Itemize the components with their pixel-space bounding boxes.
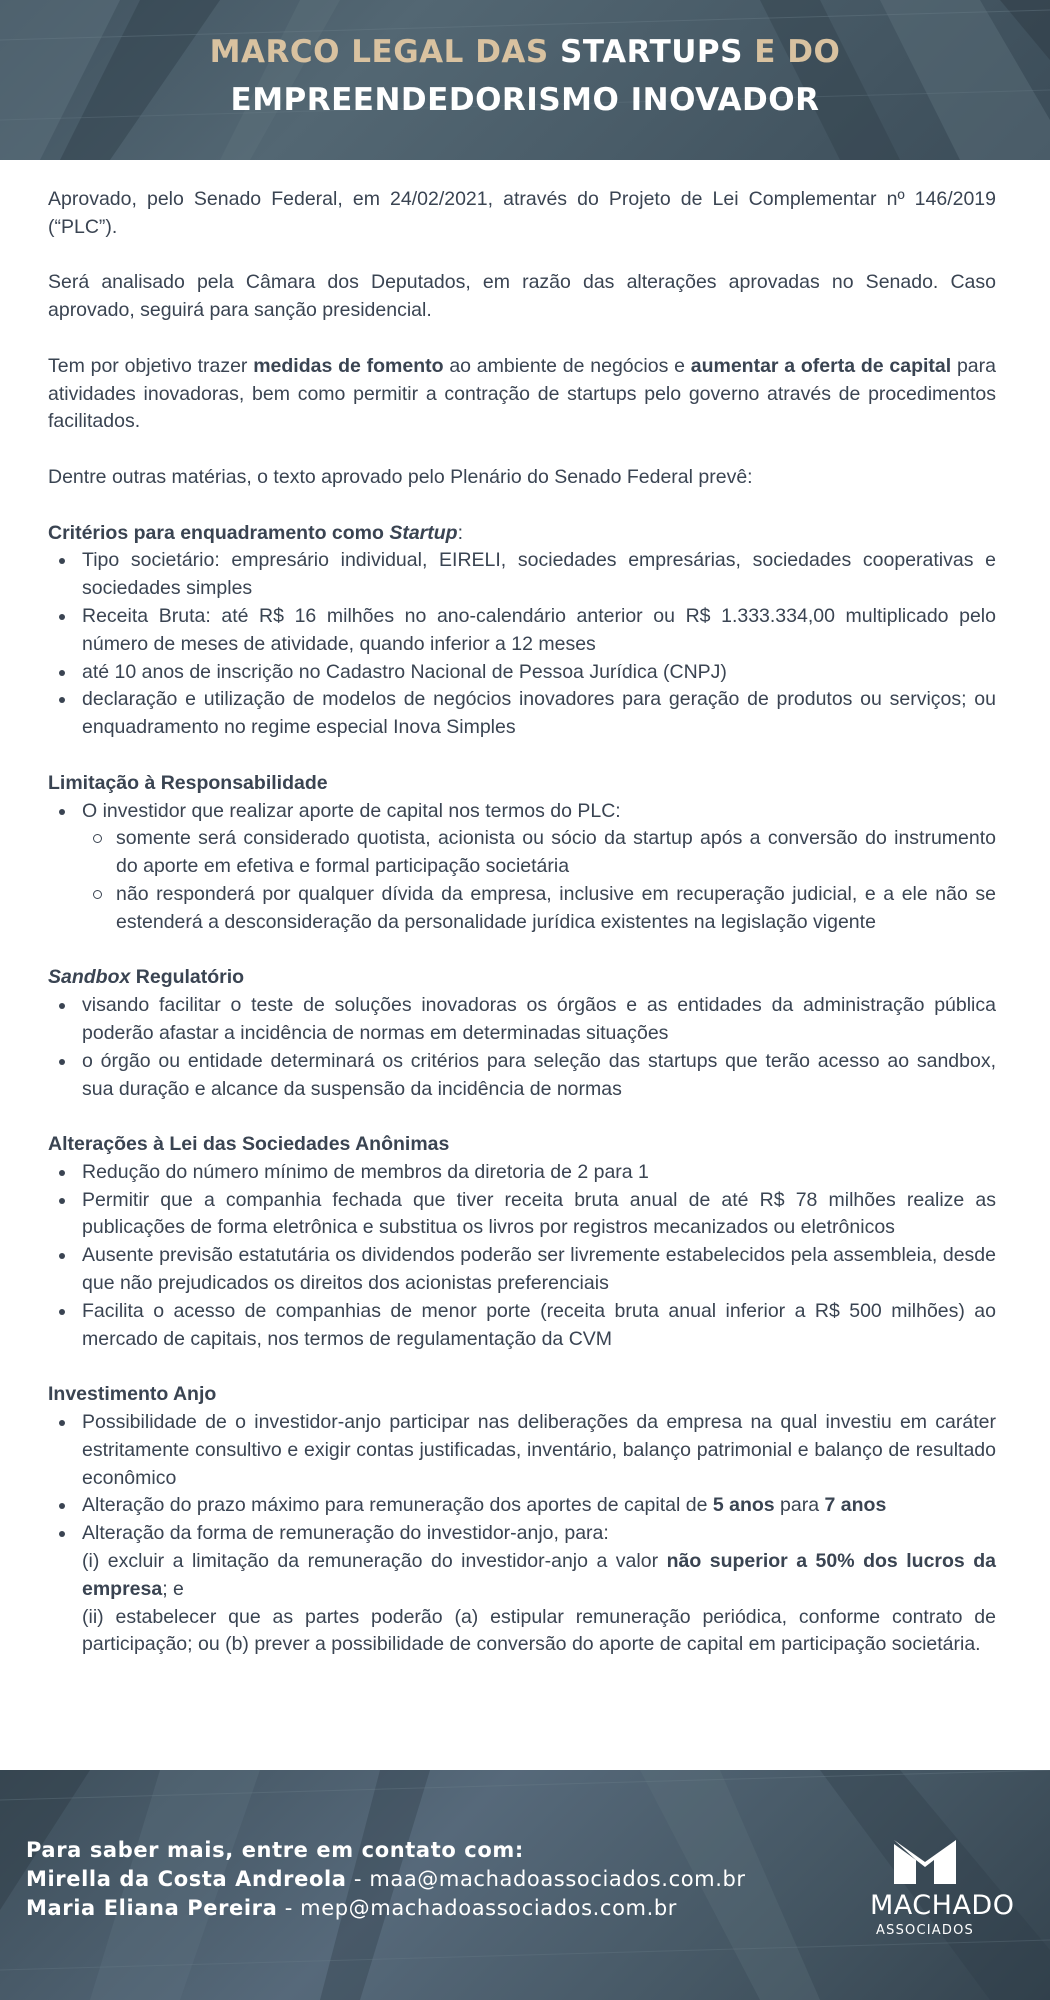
limitacao-sublist xyxy=(82,825,996,936)
criterios-list xyxy=(48,547,996,742)
list-item: visando facilitar o teste de soluções inovadoras os órgãos e as entidades da administração pública poderão afastar a incidência de normas em determinadas situações xyxy=(48,992,996,1048)
list-item: declaração e utilização de modelos de negócios inovadores para geração de produtos ou serviços; ou enquadramento no regime especial Inova Simples xyxy=(48,686,996,742)
machado-logo-icon xyxy=(894,1840,956,1884)
company-logo xyxy=(870,1840,1015,1938)
list-item: Ausente previsão estatutária os dividendos poderão ser livremente estabelecidos pela assembleia, desde que não prejudicados os direitos dos acionistas preferenciais xyxy=(48,1242,996,1298)
heading-text: : xyxy=(457,521,463,544)
bold-segment: 7 anos xyxy=(824,1494,887,1517)
title-line-2: EMPREENDEDORISMO INOVADOR xyxy=(230,82,820,118)
section-heading-limitacao: Limitação à Responsabilidade xyxy=(48,771,328,794)
title-part-2: STARTUPS xyxy=(560,34,743,70)
text-segment: (i) excluir a limitação da remuneração do investidor-anjo a valor xyxy=(82,1550,667,1573)
intro-paragraph-4: Dentre outras matérias, o texto aprovado pelo Plenário do Senado Federal prevê: xyxy=(48,465,753,488)
text-segment: ; e xyxy=(162,1577,184,1600)
intro-paragraph-2: Será analisado pela Câmara dos Deputados, em razão das alterações aprovadas no Senado. Caso aprovado, seguirá para sanção presidencial. xyxy=(48,271,996,322)
sandbox-list xyxy=(48,992,996,1103)
bold-segment: medidas de fomento xyxy=(253,354,444,377)
text-segment: para xyxy=(774,1494,825,1517)
logo-sub-text: ASSOCIADOS xyxy=(876,1923,974,1938)
sa-list xyxy=(48,1159,996,1354)
header-banner xyxy=(0,0,1050,160)
contact-line xyxy=(26,1865,746,1894)
text-segment: ao ambiente de negócios e xyxy=(443,354,691,377)
text-segment: Tem por objetivo trazer xyxy=(48,354,254,377)
list-item xyxy=(48,1520,996,1659)
heading-text: Critérios para enquadramento como xyxy=(48,521,390,544)
list-item: Tipo societário: empresário individual, EIRELI, sociedades empresárias, sociedades cooperativas e sociedades simples xyxy=(48,547,996,603)
list-item-text: O investidor que realizar aporte de capital nos termos do PLC: xyxy=(82,799,621,822)
list-item-text: Alteração da forma de remuneração do investidor-anjo, para: xyxy=(82,1522,609,1545)
intro-paragraph-3 xyxy=(48,353,996,436)
list-item: Possibilidade de o investidor-anjo participar nas deliberações da empresa na qual investiu em caráter estritamente consultivo e exigir contas justificadas, inventário, balanço patrimonial e balanço de resultado econômico xyxy=(48,1409,996,1492)
bold-segment: aumentar a oferta de capital xyxy=(690,354,952,377)
contact-email-link[interactable]: maa@machadoassociados.com.br xyxy=(369,1867,746,1891)
list-item: até 10 anos de inscrição no Cadastro Nacional de Pessoa Jurídica (CNPJ) xyxy=(48,659,996,687)
contact-block xyxy=(26,1836,746,1923)
heading-text: Regulatório xyxy=(130,966,245,989)
page-title xyxy=(0,28,1050,124)
text-segment: para atividades inovadoras, bem como permitir a contração de startups pelo governo através de procedimentos facilitados. xyxy=(48,354,996,433)
title-part-1: MARCO LEGAL DAS xyxy=(209,34,561,70)
contact-line xyxy=(26,1894,746,1923)
section-heading-criterios xyxy=(48,520,996,548)
footer-banner xyxy=(0,1770,1050,2000)
sublist-item: somente será considerado quotista, acionista ou sócio da startup após a conversão do instrumento do aporte em efetiva e formal participação societária xyxy=(82,825,996,881)
heading-italic: Startup xyxy=(389,521,458,544)
list-item xyxy=(48,1492,996,1520)
heading-italic: Sandbox xyxy=(48,966,131,989)
logo-brand-text: MACHADO xyxy=(870,1890,1015,1921)
list-item: Facilita o acesso de companhias de menor porte (receita bruta anual inferior a R$ 500 milhões) ao mercado de capitais, nos termos de regulamentação da CVM xyxy=(48,1298,996,1354)
list-item-subparagraph: (ii) estabelecer que as partes poderão (a) estipular remuneração periódica, conforme contrato de participação; ou (b) prever a possibilidade de conversão do aporte de capital em participação societária. xyxy=(82,1605,996,1656)
bold-segment: não superior a 50% dos lucros da empresa xyxy=(82,1550,996,1600)
contact-separator: - xyxy=(346,1867,370,1891)
contact-label: Para saber mais, entre em contato com: xyxy=(26,1838,524,1862)
limitacao-list xyxy=(48,798,996,937)
list-item: Redução do número mínimo de membros da diretoria de 2 para 1 xyxy=(48,1159,996,1187)
document-body xyxy=(48,186,996,1687)
list-item: Permitir que a companhia fechada que tiver receita bruta anual de até R$ 78 milhões realize as publicações de forma eletrônica e substitua os livros por registros mecanizados ou eletrônicos xyxy=(48,1187,996,1243)
title-part-3: E DO xyxy=(742,34,841,70)
section-heading-sa: Alterações à Lei das Sociedades Anônimas xyxy=(48,1133,450,1156)
list-item: Receita Bruta: até R$ 16 milhões no ano-calendário anterior ou R$ 1.333.334,00 multiplicado pelo número de meses de atividade, quando inferior a 12 meses xyxy=(48,603,996,659)
section-heading-sandbox xyxy=(48,964,996,992)
list-item xyxy=(48,798,996,937)
list-item-subparagraph xyxy=(82,1548,996,1604)
section-heading-anjo: Investimento Anjo xyxy=(48,1383,217,1406)
text-segment: Alteração do prazo máximo para remuneração dos aportes de capital de xyxy=(82,1494,713,1517)
contact-email-link[interactable]: mep@machadoassociados.com.br xyxy=(300,1896,678,1920)
contact-name: Mirella da Costa Andreola xyxy=(26,1867,347,1891)
bold-segment: 5 anos xyxy=(712,1494,775,1517)
intro-paragraph-1: Aprovado, pelo Senado Federal, em 24/02/2021, através do Projeto de Lei Complementar nº 146/2019 (“PLC”). xyxy=(48,188,996,238)
list-item: o órgão ou entidade determinará os critérios para seleção das startups que terão acesso ao sandbox, sua duração e alcance da suspensão da incidência de normas xyxy=(48,1048,996,1104)
contact-separator: - xyxy=(277,1896,301,1920)
contact-name: Maria Eliana Pereira xyxy=(26,1896,278,1920)
sublist-item: não responderá por qualquer dívida da empresa, inclusive em recuperação judicial, e a ele não se estenderá a desconsideração da personalidade jurídica existentes na legislação vigente xyxy=(82,881,996,937)
anjo-list xyxy=(48,1409,996,1659)
